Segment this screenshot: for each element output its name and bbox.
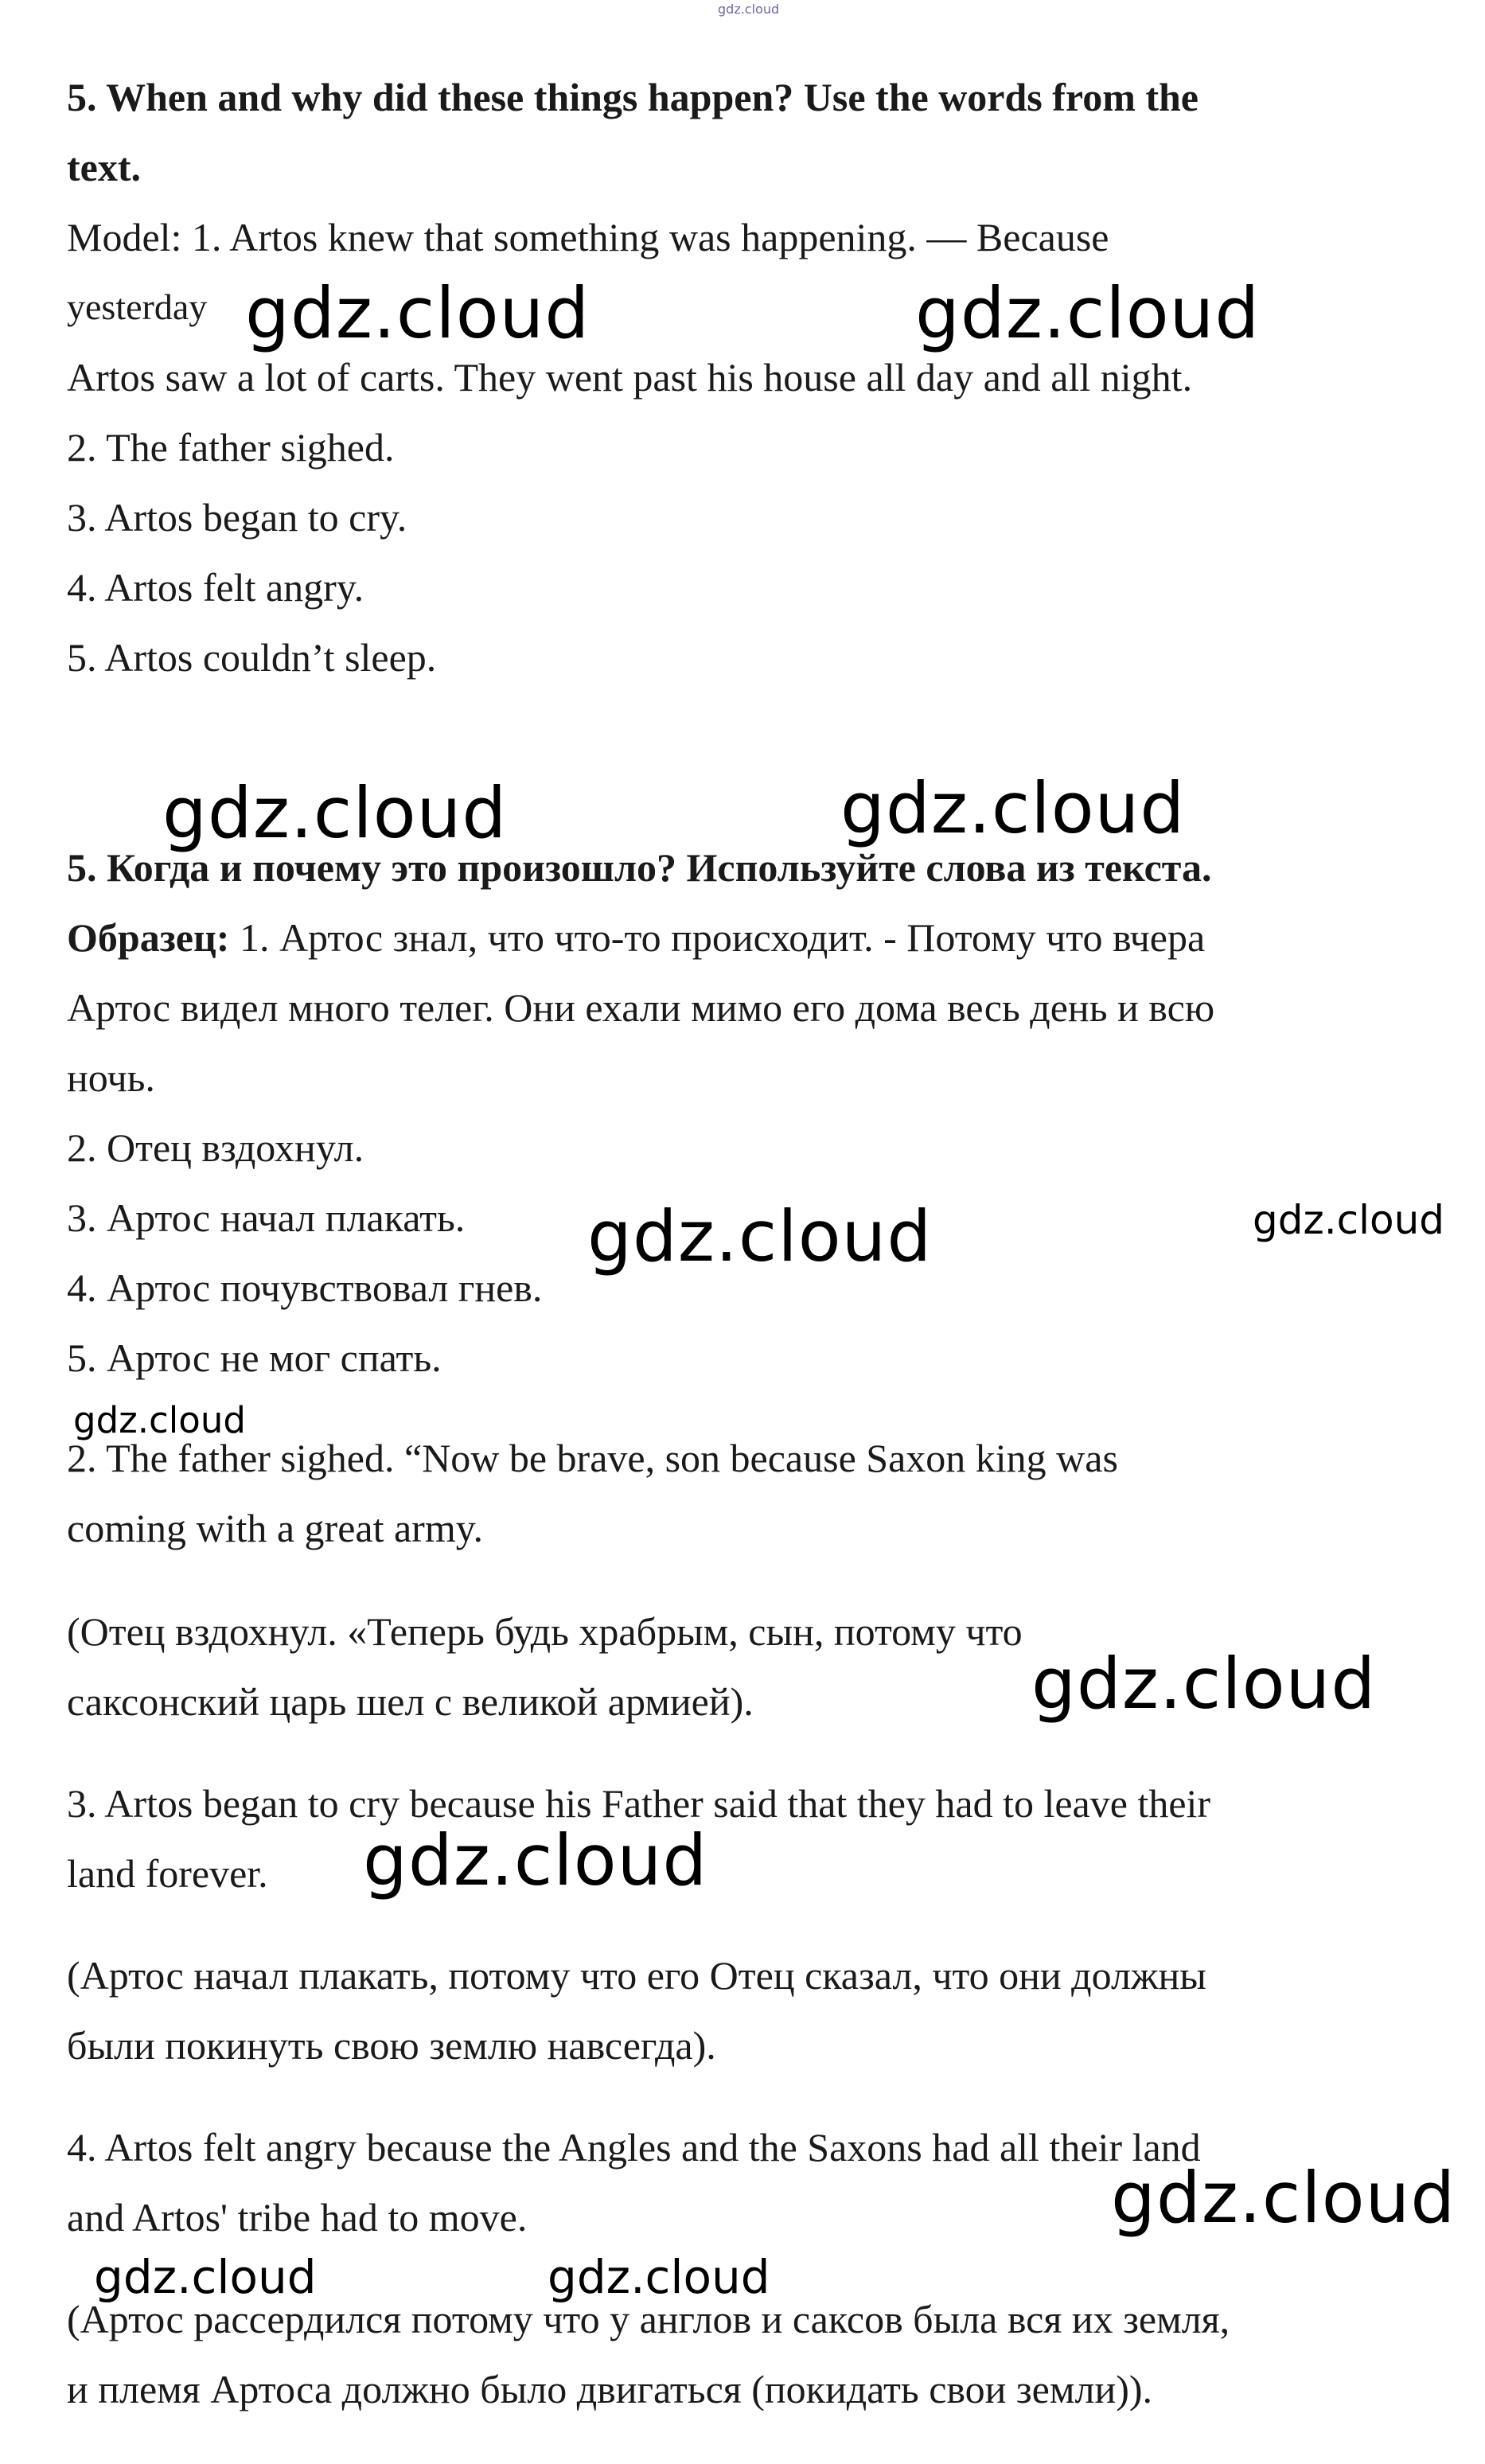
watermark: gdz.cloud	[587, 1195, 933, 1277]
watermark: gdz.cloud	[94, 2250, 317, 2304]
answer-4-ru: (Артос рассердился потому что у англов и саксов была вся их земля,	[67, 2297, 1230, 2341]
watermark: gdz.cloud	[162, 772, 508, 854]
list-item: 3. Артос начал плакать.	[67, 1195, 466, 1240]
model-line-ru-2: Артос видел много телег. Они ехали мимо его дома весь день и всю	[67, 985, 1215, 1030]
watermark: gdz.cloud	[245, 272, 590, 354]
model-line-en-3: Artos saw a lot of carts. They went past his house all day and all night.	[67, 355, 1193, 400]
list-item: 4. Артос почувствовал гнев.	[67, 1265, 543, 1310]
list-item: 5. Artos couldn’t sleep.	[67, 635, 437, 680]
exercise-title-ru: 5. Когда и почему это произошло? Используйте слова из текста.	[67, 845, 1212, 890]
answer-4-en: 4. Artos felt angry because the Angles and the Saxons had all their land	[67, 2125, 1201, 2170]
list-item: 5. Артос не мог спать.	[67, 1335, 442, 1380]
list-item: 4. Artos felt angry.	[67, 565, 364, 610]
exercise-title-en-cont: text.	[67, 145, 141, 189]
exercise-title-en: 5. When and why did these things happen? Use the words from the	[67, 75, 1199, 119]
watermark: gdz.cloud	[363, 1819, 708, 1901]
model-line-en: Model: 1. Artos knew that something was happening. — Because	[67, 215, 1109, 259]
watermark: gdz.cloud	[915, 272, 1261, 354]
model-line-ru-3: ночь.	[67, 1055, 155, 1100]
answer-3-en-cont: land forever.	[67, 1851, 268, 1896]
answer-3-ru-cont: были покинуть свою землю навсегда).	[67, 2023, 716, 2068]
answer-3-en: 3. Artos began to cry because his Father said that they had to leave their	[67, 1781, 1211, 1826]
list-item: 2. Отец вздохнул.	[67, 1125, 364, 1170]
answer-4-ru-cont: и племя Артоса должно было двигаться (покидать свои земли)).	[67, 2367, 1153, 2411]
model-line-ru	[67, 903, 1205, 973]
answer-2-en: 2. The father sighed. “Now be brave, son because Saxon king was	[67, 1436, 1118, 1480]
answer-4-en-cont: and Artos' tribe had to move.	[67, 2195, 528, 2240]
watermark: gdz.cloud	[1111, 2157, 1456, 2239]
header-watermark: gdz.cloud	[718, 2, 780, 17]
answer-2-ru-cont: саксонский царь шел с великой армией).	[67, 1679, 754, 1724]
answer-3-ru: (Артос начал плакать, потому что его Отец сказал, что они должны	[67, 1953, 1206, 1998]
watermark: gdz.cloud	[73, 1399, 246, 1441]
watermark: gdz.cloud	[1253, 1197, 1445, 1243]
list-item: 3. Artos began to cry.	[67, 495, 407, 540]
answer-2-ru: (Отец вздохнул. «Теперь будь храбрым, сын, потому что	[67, 1609, 1023, 1654]
list-item: 2. The father sighed.	[67, 425, 395, 470]
watermark: gdz.cloud	[1031, 1643, 1377, 1725]
model-label: Образец:	[67, 915, 230, 960]
model-text: 1. Артос знал, что что-то происходит. - Потому что вчера	[229, 915, 1206, 960]
watermark: gdz.cloud	[840, 767, 1186, 849]
answer-2-en-cont: coming with a great army.	[67, 1506, 483, 1550]
model-line-en-2: yesterday	[67, 287, 208, 327]
watermark: gdz.cloud	[548, 2250, 770, 2304]
